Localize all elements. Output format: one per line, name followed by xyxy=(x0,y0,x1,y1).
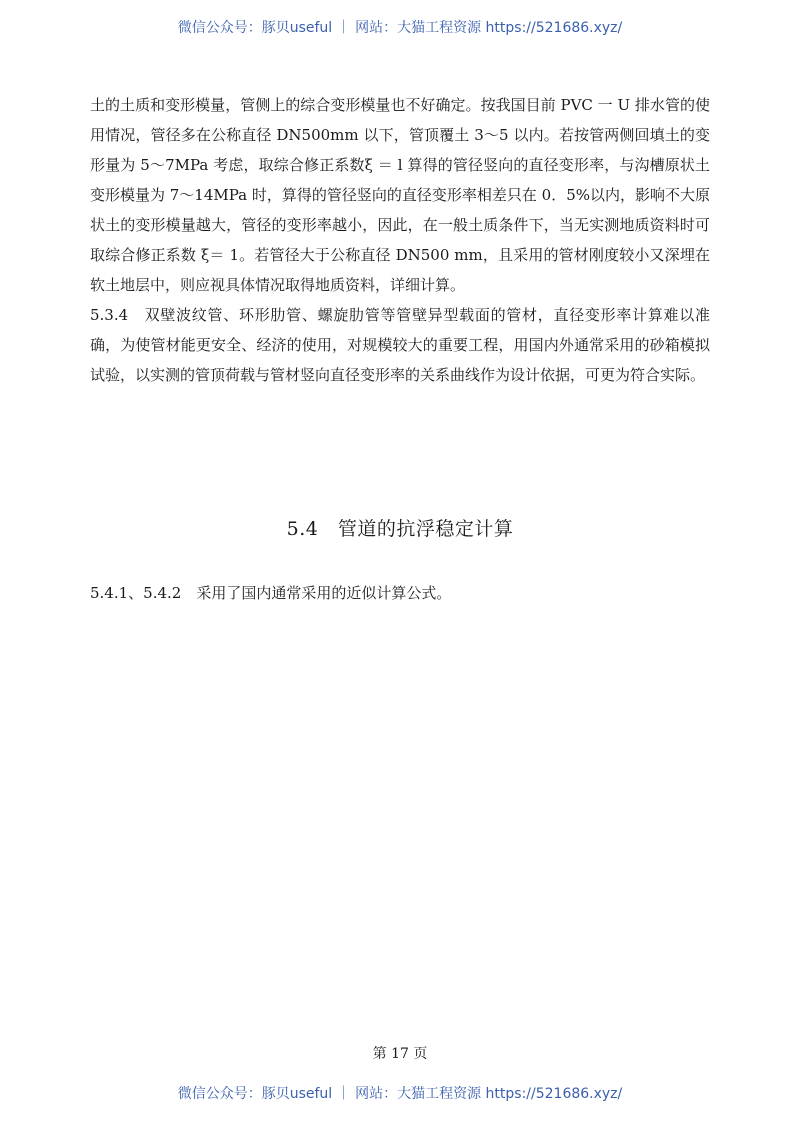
watermark-header: 微信公众号：豚贝useful ｜ 网站：大猫工程资源 https://521686.xyz/ xyxy=(177,20,623,36)
watermark-footer: 微信公众号：豚贝useful ｜ 网站：大猫工程资源 https://521686.xyz/ xyxy=(177,1086,623,1102)
document-body xyxy=(90,90,710,390)
page-number: 第 17 页 xyxy=(372,1046,428,1062)
body-paragraph: 土的土质和变形模量，管侧上的综合变形模量也不好确定。按我国目前 PVC 一 U 排水管的使用情况，管径多在公称直径 DN500mm 以下，管顶覆土 3～5 以内。若按管两侧回填土的变形量为 5～7MPa 考虑，取综合修正系数ξ ＝ l 算得的管径竖向的直径变形率，与沟槽原状土变形模量为 7～14MPa 时，算得的管径竖向的直径变形率相差只在 0．5%以内，影响不大原状土的变形模量越大，管径的变形率越小，因此，在一般土质条件下，当无实测地质资料时可取综合修正系数 ξ＝ 1。若管径大于公称直径 DN500 mm，且采用的管材刚度较小又深埋在软土地层中，则应视具体情况取得地质资料，详细计算。 xyxy=(90,96,710,294)
section-heading: 5.4 管道的抗浮稳定计算 xyxy=(286,518,514,540)
clause-5-3-4-paragraph: 5.3.4 双壁波纹管、环形肋管、螺旋肋管等管壁异型载面的管材，直径变形率计算难以准确，为使管材能更安全、经济的使用，对规模较大的重要工程，用国内外通常采用的砂箱模拟试验，以实测的管顶荷载与管材竖向直径变形率的关系曲线作为设计依据，可更为符合实际。 xyxy=(90,306,710,384)
clause-5-4-paragraph: 5.4.1、5.4.2 采用了国内通常采用的近似计算公式。 xyxy=(90,584,452,602)
